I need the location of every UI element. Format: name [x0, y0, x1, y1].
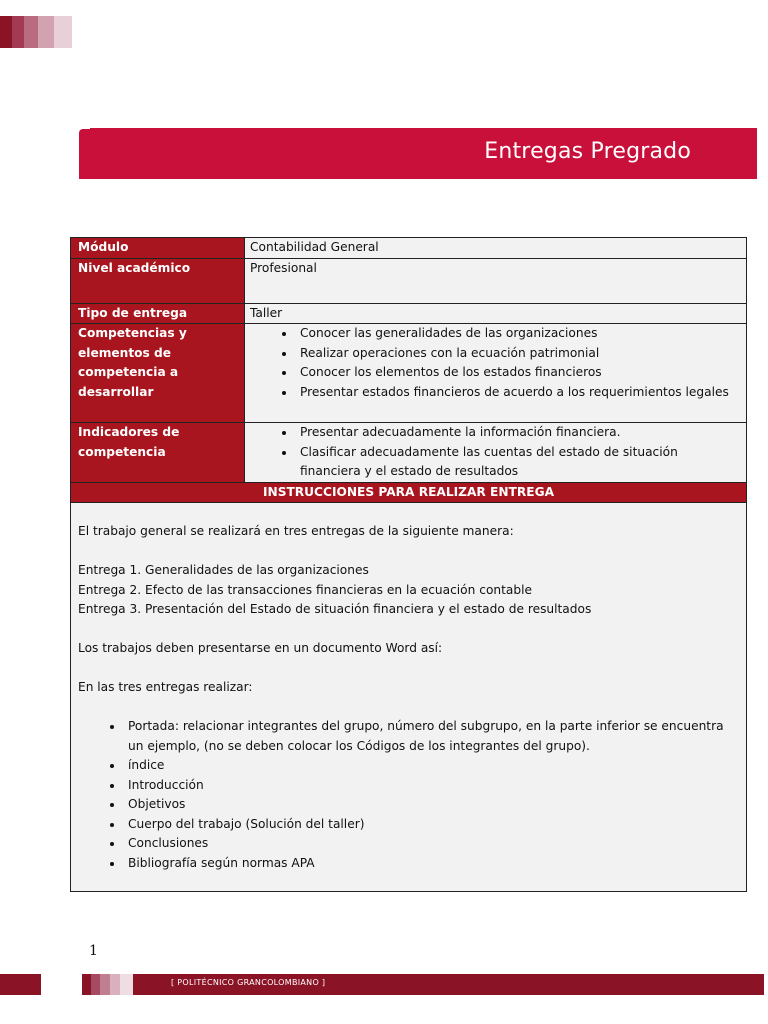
list-item: • Conocer los elementos de los estados financieros: [296, 363, 741, 383]
institution-name: [ POLITÉCNICO GRANCOLOMBIANO ]: [171, 978, 326, 987]
word-note: Los trabajos deben presentarse en un documento Word así:: [78, 641, 443, 655]
page-number: 1: [89, 943, 98, 959]
three-deliveries-note: En las tres entregas realizar:: [78, 680, 253, 694]
entrega-line: Entrega 1. Generalidades de las organizaciones: [78, 563, 369, 577]
delivery-info-table: [70, 237, 747, 892]
label-indicadores: Indicadores de competencia: [71, 423, 245, 483]
table-row-section-head: [71, 482, 747, 503]
entrega-line: Entrega 3. Presentación del Estado de situación financiera y el estado de resultados: [78, 602, 592, 616]
value-modulo: Contabilidad General: [245, 238, 747, 259]
list-item: • Conclusiones: [124, 834, 739, 854]
requirements-list: [78, 717, 739, 873]
footer-left-block: [0, 974, 41, 995]
table-row-instructions: [71, 503, 747, 892]
table-row-nivel: [71, 258, 747, 303]
value-competencias: [245, 324, 747, 423]
competencias-list: [250, 324, 741, 402]
value-nivel: Profesional: [245, 258, 747, 303]
list-item: • Portada: relacionar integrantes del grupo, número del subgrupo, en la parte inferior se encuentra un ejemplo, (no se deben colocar los Códigos de los integrantes del grupo).: [124, 717, 739, 756]
value-indicadores: [245, 423, 747, 483]
list-item: • Introducción: [124, 776, 739, 796]
header-banner: [90, 128, 757, 179]
footer-bar: [133, 974, 764, 995]
page-title: Entregas Pregrado: [484, 139, 691, 164]
label-tipo: Tipo de entrega: [71, 303, 245, 324]
label-nivel: Nivel académico: [71, 258, 245, 303]
list-item: • Presentar adecuadamente la información financiera.: [296, 423, 741, 443]
indicadores-list: [250, 423, 741, 482]
list-item: • Realizar operaciones con la ecuación patrimonial: [296, 344, 741, 364]
list-item: • Clasificar adecuadamente las cuentas del estado de situación financiera y el estado de resultados: [296, 443, 741, 482]
list-item: • Cuerpo del trabajo (Solución del taller): [124, 815, 739, 835]
label-modulo: Módulo: [71, 238, 245, 259]
list-item: • índice: [124, 756, 739, 776]
table-row-indicadores: [71, 423, 747, 483]
list-item: • Conocer las generalidades de las organizaciones: [296, 324, 741, 344]
entrega-line: Entrega 2. Efecto de las transacciones financieras en la ecuación contable: [78, 582, 532, 597]
value-tipo: Taller: [245, 303, 747, 324]
decorative-squares-top: [0, 16, 72, 48]
list-item: • Objetivos: [124, 795, 739, 815]
section-title: INSTRUCCIONES PARA REALIZAR ENTREGA: [71, 482, 747, 503]
instructions-content: [71, 503, 747, 892]
table-row-competencias: [71, 324, 747, 423]
list-item: • Bibliografía según normas APA: [124, 854, 739, 874]
instructions-intro: El trabajo general se realizará en tres entregas de la siguiente manera:: [78, 524, 514, 538]
list-item: • Presentar estados financieros de acuerdo a los requerimientos legales: [296, 383, 741, 403]
label-competencias: Competencias y elementos de competencia a desarrollar: [71, 324, 245, 423]
table-row-tipo: [71, 303, 747, 324]
decorative-squares-footer: [82, 974, 133, 995]
table-row-modulo: [71, 238, 747, 259]
